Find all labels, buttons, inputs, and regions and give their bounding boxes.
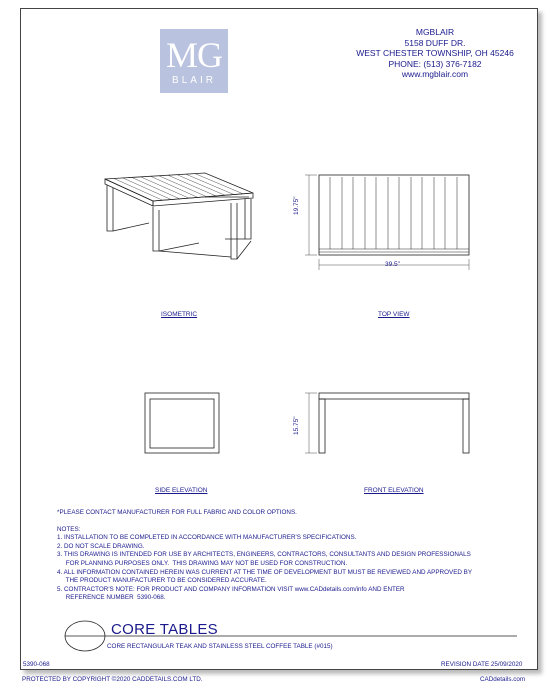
revision-date: REVISION DATE 25/09/2020 [441,661,523,668]
company-info [337,27,533,80]
logo-blair: BLAIR [172,75,216,86]
dim-top-depth: 19.75" [293,196,300,215]
label-side-elevation: SIDE ELEVATION [155,487,208,494]
company-name: MGBLAIR [415,27,455,37]
mgblair-logo [160,29,228,93]
dim-top-width: 39.5" [385,261,400,268]
company-address: 5158 DUFF DR. [404,37,466,48]
note-line: 4. ALL INFORMATION CONTAINED HEREIN WAS CURRENT AT THE TIME OF DEVELOPMENT BUT MUST BE REVIEWED AND APPROVED BY [57,568,473,576]
note-line: 5. CONTRACTOR'S NOTE: FOR PRODUCT AND COMPANY INFORMATION VISIT www.CADdetails.com/info AND ENTER [57,585,405,593]
note-line: THE PRODUCT MANUFACTURER TO BE CONSIDERED ACCURATE. [57,577,267,585]
dim-front-height: 15.75" [293,416,300,435]
label-front-elevation: FRONT ELEVATION [364,487,424,494]
side-elevation-drawing [145,393,225,459]
label-isometric: ISOMETRIC [161,311,198,318]
reference-number: 5390-068 [23,661,50,668]
notes-heading: NOTES: [57,525,81,533]
label-top-view: TOP VIEW [378,311,410,318]
copyright: PROTECTED BY COPYRIGHT ©2020 CADDETAILS.COM LTD. [22,676,203,683]
company-phone: PHONE: (513) 376-7182 [388,58,482,69]
note-line: FOR PLANNING PURPOSES ONLY. THIS DRAWING MAY NOT BE USED FOR CONSTRUCTION. [57,559,348,567]
company-city: WEST CHESTER TOWNSHIP, OH 45246 [356,48,514,58]
title-main: CORE TABLES [111,621,218,638]
front-elevation-drawing [299,393,499,463]
title-sub: CORE RECTANGULAR TEAK AND STAINLESS STEEL COFFEE TABLE (#015) [107,643,333,650]
note-line: REFERENCE NUMBER 5390-068. [57,594,166,602]
note-line: 2. DO NOT SCALE DRAWING. [57,542,145,550]
top-view-drawing [299,175,499,275]
logo-mg: MG [165,35,222,75]
isometric-drawing [105,173,265,273]
company-website[interactable]: www.mgblair.com [401,69,469,79]
notes-block [57,509,527,603]
note-line: 3. THIS DRAWING IS INTENDED FOR USE BY ARCHITECTS, ENGINEERS, CONTRACTORS, CONSULTANTS AND DESIGN PROFESSIONALS [57,551,471,559]
caddetails-link[interactable]: CADdetails.com [480,676,526,683]
contact-note: *PLEASE CONTACT MANUFACTURER FOR FULL FABRIC AND COLOR OPTIONS. [57,509,297,516]
note-line: 1. INSTALLATION TO BE COMPLETED IN ACCORDANCE WITH MANUFACTURER'S SPECIFICATIONS. [57,534,357,542]
drawing-sheet [20,8,538,670]
